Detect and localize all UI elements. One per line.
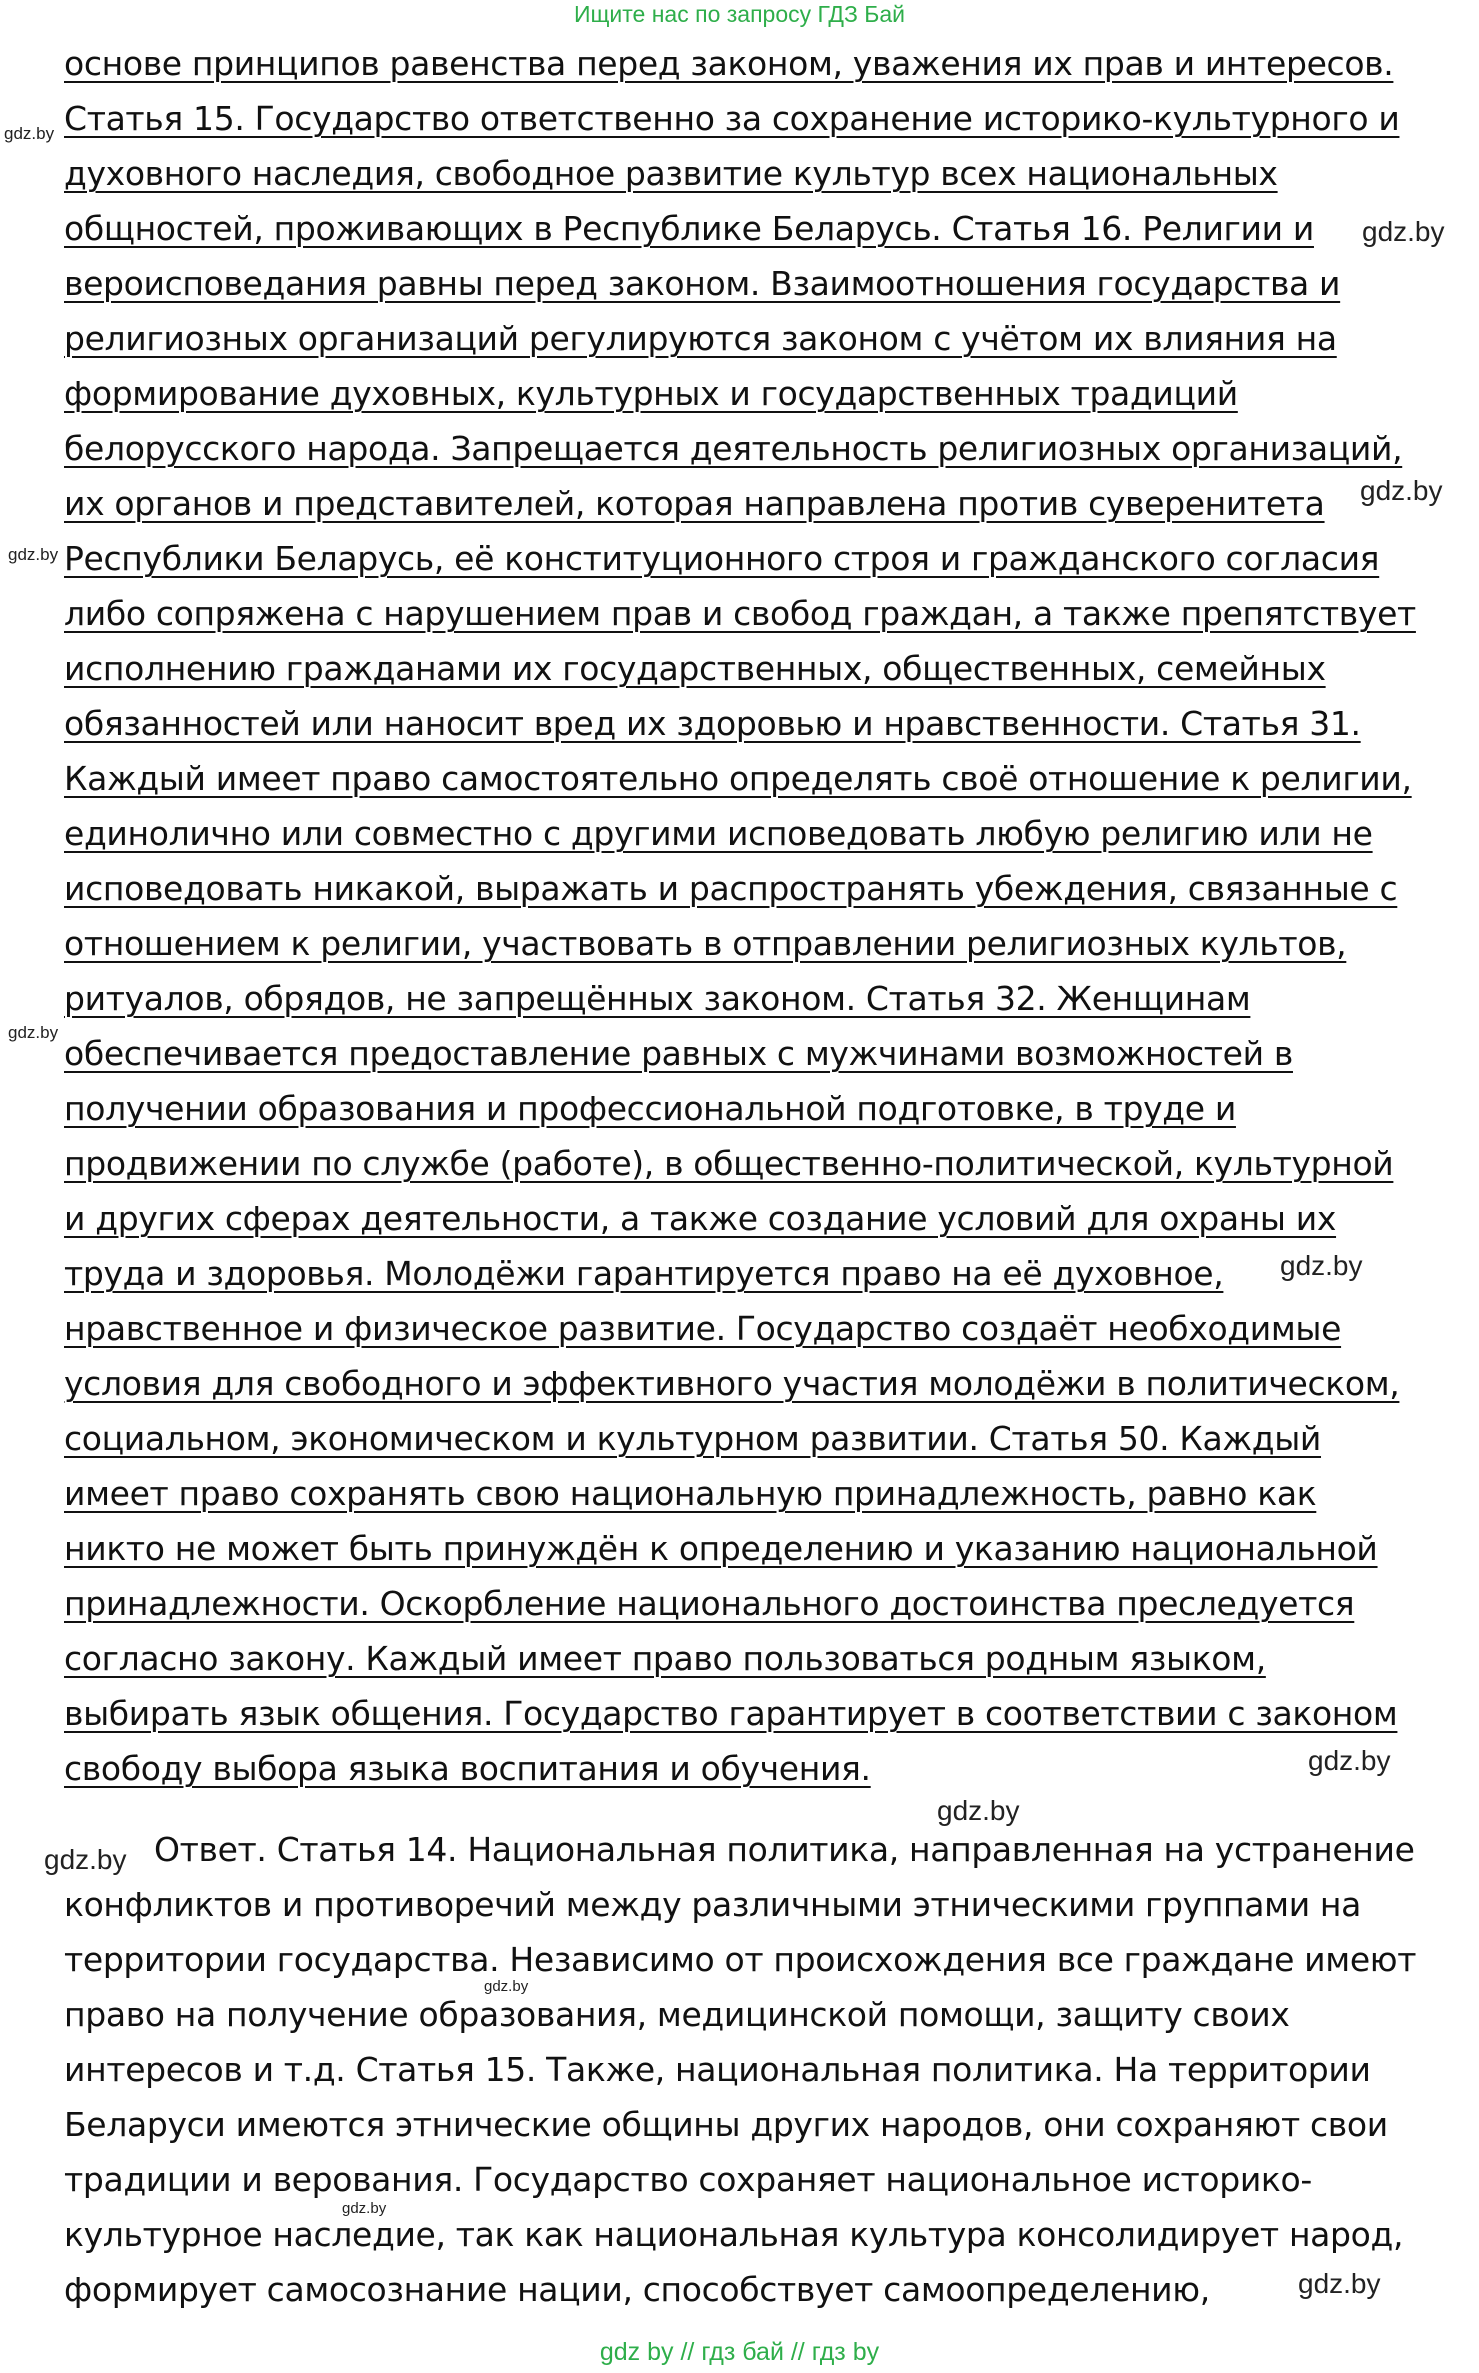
- text-line: выбирать язык общения. Государство гарантирует в соответствии с законом: [64, 1694, 1398, 1733]
- text-line: основе принципов равенства перед законом, уважения их прав и интересов.: [64, 44, 1394, 83]
- text-line: формирование духовных, культурных и государственных традиций: [64, 374, 1238, 413]
- text-line: свободу выбора языка воспитания и обучения.: [64, 1749, 871, 1788]
- text-line: согласно закону. Каждый имеет право пользоваться родным языком,: [64, 1639, 1266, 1678]
- text-line: отношением к религии, участвовать в отправлении религиозных культов,: [64, 924, 1347, 963]
- answer-line: конфликтов и противоречий между различными этническими группами на: [64, 1885, 1362, 1924]
- watermark: gdz.by: [8, 1023, 59, 1042]
- text-line: принадлежности. Оскорбление национального достоинства преследуется: [64, 1584, 1355, 1623]
- text-line: нравственное и физическое развитие. Государство создаёт необходимые: [64, 1309, 1342, 1348]
- watermark: gdz.by: [1308, 1745, 1391, 1776]
- watermark: gdz.by: [1280, 1250, 1363, 1281]
- watermark: gdz.by: [484, 1978, 529, 1995]
- text-line: имеет право сохранять свою национальную принадлежность, равно как: [64, 1474, 1317, 1513]
- text-line: условия для свободного и эффективного участия молодёжи в политическом,: [64, 1364, 1400, 1403]
- watermark: gdz.by: [8, 545, 59, 564]
- text-line: духовного наследия, свободное развитие культур всех национальных: [64, 154, 1278, 193]
- text-line: обеспечивается предоставление равных с мужчинами возможностей в: [64, 1034, 1293, 1073]
- text-line: общностей, проживающих в Республике Беларусь. Статья 16. Религии и: [64, 209, 1314, 248]
- text-line: продвижении по службе (работе), в общественно-политической, культурной: [64, 1144, 1394, 1183]
- text-line: их органов и представителей, которая направлена против суверенитета: [64, 484, 1325, 523]
- text-line: Каждый имеет право самостоятельно определять своё отношение к религии,: [64, 759, 1412, 798]
- text-line: либо сопряжена с нарушением прав и свобод граждан, а также препятствует: [64, 594, 1416, 633]
- answer-line: формирует самосознание нации, способствует самоопределению,: [64, 2270, 1210, 2309]
- watermark: gdz.by: [1298, 2268, 1381, 2299]
- text-line: получении образования и профессиональной подготовке, в труде и: [64, 1089, 1236, 1128]
- watermark: gdz.by: [1360, 475, 1443, 506]
- text-line: религиозных организаций регулируются законом с учётом их влияния на: [64, 319, 1337, 358]
- text-line: труда и здоровья. Молодёжи гарантируется право на её духовное,: [64, 1254, 1224, 1293]
- watermark: gdz.by: [342, 2200, 387, 2217]
- answer-line: традиции и верования. Государство сохраняет национальное историко-: [64, 2160, 1312, 2199]
- answer-line: Беларуси имеются этнические общины других народов, они сохраняют свои: [64, 2105, 1388, 2144]
- footer-banner: gdz by // гдз бай // гдз by: [599, 2338, 880, 2366]
- watermark: gdz.by: [937, 1795, 1020, 1826]
- text-line: исполнению гражданами их государственных, общественных, семейных: [64, 649, 1326, 688]
- answer-line: Ответ. Статья 14. Национальная политика, направленная на устранение: [154, 1830, 1415, 1869]
- answer-line: культурное наследие, так как национальная культура консолидирует народ,: [64, 2215, 1404, 2254]
- watermark: gdz.by: [1362, 216, 1445, 247]
- text-line: белорусского народа. Запрещается деятельность религиозных организаций,: [64, 429, 1403, 468]
- text-line: исповедовать никакой, выражать и распространять убеждения, связанные с: [64, 869, 1398, 908]
- text-line: и других сферах деятельности, а также создание условий для охраны их: [64, 1199, 1337, 1238]
- top-banner: Ищите нас по запросу ГДЗ Бай: [573, 1, 906, 27]
- answer-line: территории государства. Независимо от происхождения все граждане имеют: [64, 1940, 1417, 1979]
- text-line: Республики Беларусь, её конституционного строя и гражданского согласия: [64, 539, 1380, 578]
- text-line: Статья 15. Государство ответственно за сохранение историко-культурного и: [64, 99, 1400, 138]
- text-line: обязанностей или наносит вред их здоровью и нравственности. Статья 31.: [64, 704, 1361, 743]
- text-line: единолично или совместно с другими исповедовать любую религию или не: [64, 814, 1373, 853]
- text-line: ритуалов, обрядов, не запрещённых законом. Статья 32. Женщинам: [64, 979, 1251, 1018]
- answer-line: интересов и т.д. Статья 15. Также, национальная политика. На территории: [64, 2050, 1371, 2089]
- text-line: социальном, экономическом и культурном развитии. Статья 50. Каждый: [64, 1419, 1322, 1458]
- text-line: никто не может быть принуждён к определению и указанию национальной: [64, 1529, 1378, 1568]
- watermark: gdz.by: [44, 1844, 127, 1875]
- text-line: вероисповедания равны перед законом. Взаимоотношения государства и: [64, 264, 1341, 303]
- watermark: gdz.by: [4, 124, 55, 143]
- answer-line: право на получение образования, медицинской помощи, защиту своих: [64, 1995, 1290, 2034]
